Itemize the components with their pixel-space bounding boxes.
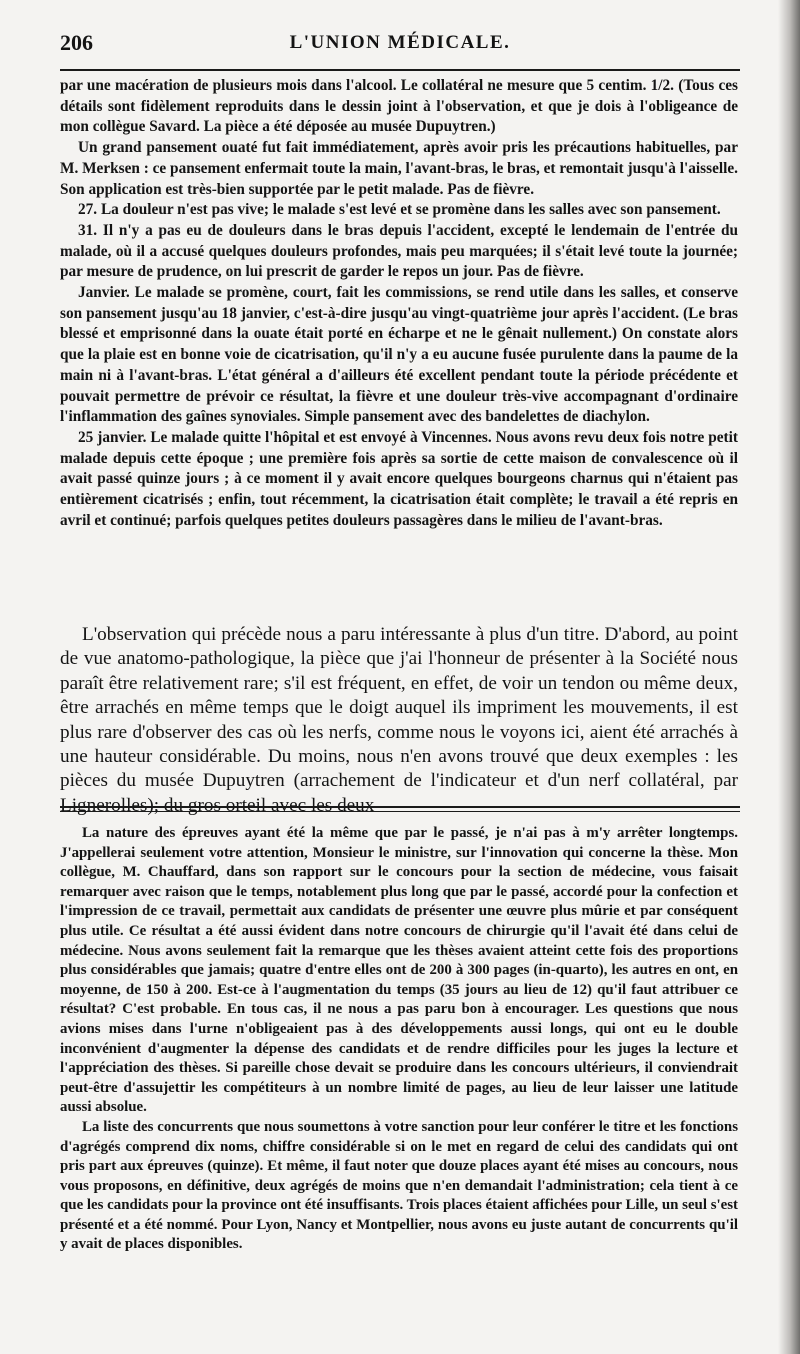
book-spine-shadow bbox=[778, 0, 800, 1354]
section-divider-thick bbox=[60, 806, 740, 808]
observation-paragraph: 25 janvier. Le malade quitte l'hôpital et est envoyé à Vincennes. Nous avons revu deux fois notre petit malade depuis cette époque ; une première fois après sa sortie de cette maison de convalescence où il avait passé quinze jours ; à ce moment il y avait encore quelques bourgeons charnus qui n'étaient pas entièrement cicatrisés ; enfin, tout récemment, la cicatrisation était complète; le travail a été repris en avril et continué; parfois quelques petites douleurs passagères dans le milieu de l'avant-bras. bbox=[60, 428, 738, 529]
page-number: 206 bbox=[60, 30, 93, 55]
report-paragraph: La liste des concurrents que nous soumettons à votre sanction pour leur conférer le titre et les fonctions d'agrégés comprend dix noms, chiffre considérable si on le met en regard de celui des candidats qui ont pris part aux épreuves (quinze). Et même, il faut noter que douze places ayant été mises au concours, nous vous proposons, en définitive, deux agrégés de moins que n'en demandait l'administration; cela tient à ce que les candidats pour la province ont été insuffisants. Trois places étaient affichées pour Lille, un seul s'est présenté et a été nommé. Pour Lyon, Nancy et Montpellier, nous avons eu juste autant de concurrents qu'il y avait de places disponibles. bbox=[60, 1118, 738, 1253]
observation-paragraph: 27. La douleur n'est pas vive; le malade s'est levé et se promène dans les salles avec son pansement. bbox=[78, 201, 721, 219]
observation-paragraph: par une macération de plusieurs mois dans l'alcool. Le collatéral ne mesure que 5 centim. 1/2. (Tous ces détails sont fidèlement reproduits dans le dessin joint à l'observation, et que je dois à l'obligeance de mon collègue Savard. La pièce a été déposée au musée Dupuytren.) bbox=[60, 77, 738, 136]
page-header bbox=[60, 30, 740, 58]
header-rule bbox=[60, 69, 740, 71]
section-divider-thin bbox=[60, 811, 740, 812]
discussion-section bbox=[60, 623, 738, 818]
observation-paragraph: Un grand pansement ouaté fut fait immédiatement, après avoir pris les précautions habituelles, par M. Merksen : ce pansement enfermait toute la main, l'avant-bras, le bras, et remontait jusqu'à l'aisselle. Son application est très-bien supportée par le petit malade. Pas de fièvre. bbox=[60, 139, 738, 198]
report-section bbox=[60, 824, 738, 1255]
discussion-paragraph: L'observation qui précède nous a paru intéressante à plus d'un titre. D'abord, au point de vue anatomo-pathologique, la pièce que j'ai l'honneur de présenter à la Société nous paraît être relativement rare; s'il est fréquent, en effet, de voir un tendon ou même deux, être arrachés en même temps que le doigt auquel ils impriment les mouvements, il est plus rare d'observer des cas où les nerfs, comme nous le voyons ici, aient été arrachés à une hauteur considérable. Du moins, nous n'en avons trouvé que deux exemples : les pièces du musée Dupuytren (arrachement de l'indicateur et d'un nerf collatéral, par Lignerolles); du gros orteil avec les deux bbox=[60, 624, 738, 816]
running-head: L'UNION MÉDICALE. bbox=[289, 32, 511, 53]
observation-section bbox=[60, 76, 738, 531]
report-paragraph: La nature des épreuves ayant été la même que par le passé, je n'ai pas à m'y arrêter longtemps. J'appellerai seulement votre attention, Monsieur le ministre, sur l'innovation qui concerne la thèse. Mon collègue, M. Chauffard, dans son rapport sur le concours pour la section de médecine, vous faisait remarquer avec raison que le temps, notablement plus long que par le passé, accordé pour la confection et l'impression de ce travail, permettait aux candidats de présenter une œuvre plus mûrie et par conséquent plus utile. Ce résultat a été aussi évident dans notre concours de chirurgie qu'il l'avait été dans celui de médecine. Nous avons seulement fait la remarque que les thèses avaient atteint cette fois des proportions plus considérables que jamais; quatre d'entre elles ont de 200 à 300 pages (in-quarto), les autres en ont, en moyenne, de 150 à 200. Est-ce à l'augmentation du temps (35 jours au lieu de 12) qu'il faut attribuer ce résultat? C'est probable. En tous cas, il ne nous a pas paru bon à encourager. Les questions que nous avions mises dans l'urne n'obligeaient pas à des développements aussi longs, qui ont eu le double inconvénient d'augmenter la dépense des candidats et de rendre difficiles pour les juges la lecture et l'appréciation des thèses. Si pareille chose devait se produire dans les concours ultérieurs, il conviendrait peut-être d'assujettir les compétiteurs à un nombre limité de pages, au lieu de leur laisser une latitude aussi absolue. bbox=[60, 825, 738, 1116]
observation-paragraph: Janvier. Le malade se promène, court, fait les commissions, se rend utile dans les salles, et conserve son pansement jusqu'au 18 janvier, c'est-à-dire jusqu'au vingt-quatrième jour après l'accident. (Le bras blessé et emprisonné dans la ouate était porté en écharpe et ne le gênait nullement.) On constate alors que la plaie est en bonne voie de cicatrisation, qu'il n'y a eu aucune fusée purulente dans la paume de la main ni à l'avant-bras. L'état général a d'ailleurs été excellent pendant toute la période précédente et pouvait permettre de prévoir ce résultat, la fièvre et une douleur très-vive accompagnant d'ordinaire l'inflammation des gaînes synoviales. Simple pansement avec des bandelettes de diachylon. bbox=[60, 284, 738, 426]
observation-paragraph: 31. Il n'y a pas eu de douleurs dans le bras depuis l'accident, excepté le lendemain de l'entrée du malade, où il a accusé quelques douleurs profondes, mais peu marquées; il s'était levé toute la journée; par mesure de prudence, on lui prescrit de garder le repos un jour. Pas de fièvre. bbox=[60, 221, 738, 281]
